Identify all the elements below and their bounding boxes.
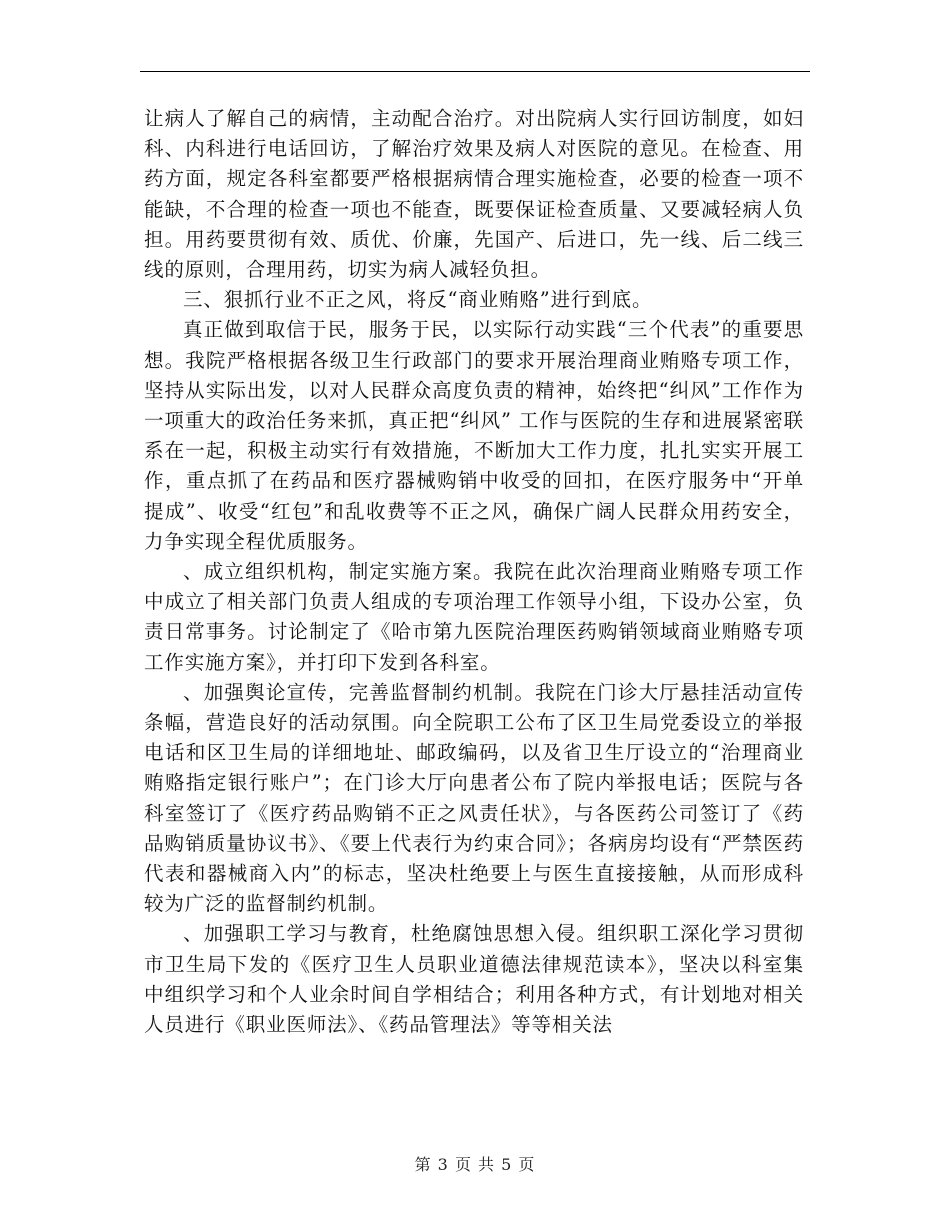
page-number-footer: 第 3 页 共 5 页 — [414, 1155, 536, 1174]
header-rule — [140, 71, 810, 72]
section-heading-3: 三、狠抓行业不正之风，将反“商业贿赂”进行到底。 — [183, 288, 653, 312]
document-body — [144, 104, 804, 1040]
paragraph-3: 真正做到取信于民，服务于民，以实际行动实践“三个代表”的重要思想。我院严格根据各级卫生行政部门的要求开展治理商业贿赂专项工作，坚持从实际出发，以对人民群众高度负责的精神，始终把“纠风”工作作为一项重大的政治任务来抓，真正把“纠风” 工作与医院的生存和进展紧密联系在一起，积极主动实行有效措施，不断加大工作力度，扎扎实实开展工作，重点抓了在药品和医疗器械购销中收受的回扣，在医疗服务中“开单提成”、收受“红包”和乱收费等不正之风，确保广阔人民群众用药安全，力争实现全程优质服务。 — [144, 318, 804, 553]
paragraph-4: 、成立组织机构，制定实施方案。我院在此次治理商业贿赂专项工作中成立了相关部门负责人组成的专项治理工作领导小组，下设办公室，负责日常事务。讨论制定了《哈市第九医院治理医药购销领域商业贿赂专项工作实施方案》，并打印下发到各科室。 — [144, 560, 804, 674]
paragraph-6: 、加强职工学习与教育，杜绝腐蚀思想入侵。组织职工深化学习贯彻市卫生局下发的《医疗卫生人员职业道德法律规范读本》，坚决以科室集中组织学习和个人业余时间自学相结合；利用各种方式，有计划地对相关人员进行《职业医师法》、《药品管理法》等等相关法 — [144, 922, 804, 1037]
paragraph-1: 让病人了解自己的病情，主动配合治疗。对出院病人实行回访制度，如妇科、内科进行电话回访，了解治疗效果及病人对医院的意见。在检查、用药方面，规定各科室都要严格根据病情合理实施检查，必要的检查一项不能缺，不合理的检查一项也不能查，既要保证检查质量、又要减轻病人负担。用药要贯彻有效、质优、价廉，先国产、后进口，先一线、后二线三线的原则，合理用药，切实为病人减轻负担。 — [144, 107, 804, 282]
paragraph-5: 、加强舆论宣传，完善监督制约机制。我院在门诊大厅悬挂活动宣传条幅，营造良好的活动氛围。向全院职工公布了区卫生局党委设立的举报电话和区卫生局的详细地址、邮政编码，以及省卫生厅设立的“治理商业贿赂指定银行账户”；在门诊大厅向患者公布了院内举报电话；医院与各科室签订了《医疗药品购销不正之风责任状》，与各医药公司签订了《药品购销质量协议书》、《要上代表行为约束合同》；各病房均设有“严禁医药代表和器械商入内”的标志，坚决杜绝要上与医生直接接触，从而形成科较为广泛的监督制约机制。 — [144, 680, 804, 916]
